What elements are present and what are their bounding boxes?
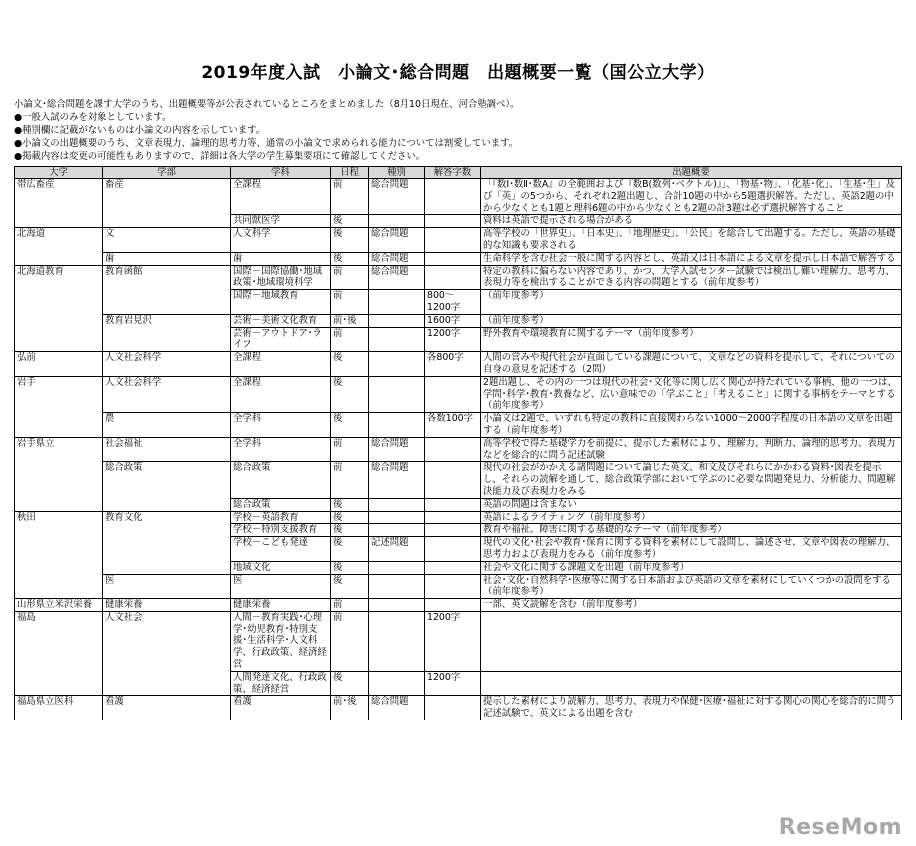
university-cell: 秋田: [15, 511, 103, 524]
table-row: [15, 265, 902, 290]
schedule-cell: 前: [331, 599, 369, 612]
faculty-cell: [103, 671, 231, 696]
char-count-cell: [425, 462, 481, 498]
faculty-cell: [103, 290, 231, 315]
note-omitted: ●小論文の出題概要のうち、文章表現力、論理的思考力等、通常の小論文で求められる能力については割愛しています。: [14, 138, 519, 150]
table-row: [15, 561, 902, 574]
faculty-cell: 健康栄養: [103, 599, 231, 612]
university-cell: [15, 561, 103, 574]
table-row: [15, 252, 902, 265]
schedule-cell: 後: [331, 215, 369, 228]
schedule-cell: 前: [331, 179, 369, 215]
summary-cell: 2題出題し、その内の一つは現代の社会･文化等に関し広く関心が持たれている事柄、他の一つは、学問･科学･教育･教養など、広い意味での「学ぶこと」「考えること」に関する事柄をテーマとする（前年度参考）: [481, 376, 902, 412]
table-row: [15, 524, 902, 537]
university-cell: 岩手: [15, 376, 103, 412]
faculty-cell: [103, 524, 231, 537]
department-cell: 学校－英語教育: [231, 511, 331, 524]
note-kind-column: ●種別欄に記載がないものは小論文の内容を示しています。: [14, 125, 266, 137]
department-cell: 国際－国際協働･地域政策･地域環境科学: [231, 265, 331, 290]
kind-cell: [369, 215, 425, 228]
faculty-cell: 看護: [103, 696, 231, 720]
schedule-cell: 後: [331, 524, 369, 537]
char-count-cell: [425, 574, 481, 599]
page-title: 2019年度入試 小論文･総合問題 出題概要一覧（国公立大学）: [201, 63, 715, 83]
department-cell: 歯: [231, 252, 331, 265]
kind-cell: [369, 327, 425, 352]
summary-cell: [481, 611, 902, 671]
schedule-cell: 前: [331, 290, 369, 315]
department-cell: 総合政策: [231, 462, 331, 498]
kind-cell: [369, 376, 425, 412]
kind-cell: [369, 413, 425, 438]
summary-cell: 提示した素材により読解力、思考力、表現力や保健･医療･福祉に対する関心の関心を総合的に問う記述試験で、英文による出題を含む: [481, 696, 902, 720]
department-cell: 全課程: [231, 376, 331, 412]
schedule-cell: 後: [331, 376, 369, 412]
summary-cell: 人間の営みや現代社会が直面している課題について、文章などの資料を提示して、それについての自身の意見を記述する（2問）: [481, 352, 902, 377]
faculty-cell: 社会福祉: [103, 437, 231, 462]
university-cell: [15, 462, 103, 498]
kind-cell: [369, 314, 425, 327]
department-cell: 人間－教育実践･心理学･幼児教育･特別支援･生活科学･人文科学、行政政策、経済経営: [231, 611, 331, 671]
university-cell: [15, 413, 103, 438]
faculty-cell: [103, 498, 231, 511]
faculty-cell: 人文社会: [103, 611, 231, 671]
schedule-cell: 前: [331, 462, 369, 498]
table-header-row: [15, 167, 902, 179]
exam-summary-table: [14, 166, 902, 720]
department-cell: 医: [231, 574, 331, 599]
kind-cell: [369, 511, 425, 524]
char-count-cell: 1200字: [425, 327, 481, 352]
summary-cell: 英語によるライティング（前年度参考）: [481, 511, 902, 524]
table-row: [15, 327, 902, 352]
kind-cell: [369, 290, 425, 315]
schedule-cell: 後: [331, 511, 369, 524]
kind-cell: [369, 352, 425, 377]
schedule-cell: 後: [331, 228, 369, 253]
faculty-cell: [103, 327, 231, 352]
faculty-cell: 人文社会科学: [103, 376, 231, 412]
summary-cell: 高等学校で得た基礎学力を前提に、提示した素材により、理解力、判断力、論理的思考力、表現力などを総合的に問う記述試験: [481, 437, 902, 462]
department-cell: 共同獣医学: [231, 215, 331, 228]
summary-cell: （前年度参考）: [481, 290, 902, 315]
department-cell: 学校－特別支援教育: [231, 524, 331, 537]
summary-cell: 特定の教科に偏らない内容であり、かつ、大学入試センター試験では検出し難い理解力、思考力、表現力等を検出することができる内容の問題とする（前年度参考）: [481, 265, 902, 290]
university-cell: [15, 537, 103, 562]
char-count-cell: [425, 376, 481, 412]
faculty-cell: [103, 561, 231, 574]
table-row: [15, 228, 902, 253]
note-intro: 小論文･総合問題を課す大学のうち、出題概要等が公表されているところをまとめました（8月10日現在、河合塾調べ）。: [14, 99, 520, 110]
char-count-cell: [425, 696, 481, 720]
department-cell: 地域文化: [231, 561, 331, 574]
summary-cell: 高等学校の「世界史」、「日本史」、「地理歴史」、「公民」を総合して出題する。ただし、英語の基礎的な知識も要求される: [481, 228, 902, 253]
department-cell: 学校－こども発達: [231, 537, 331, 562]
table-row: [15, 671, 902, 696]
schedule-cell: 前: [331, 327, 369, 352]
header-char-count: 解答字数: [425, 167, 481, 179]
notes-block: [14, 98, 904, 163]
schedule-cell: 前: [331, 611, 369, 671]
faculty-cell: 文: [103, 228, 231, 253]
kind-cell: 総合問題: [369, 462, 425, 498]
table-row: [15, 511, 902, 524]
header-kind: 種別: [369, 167, 425, 179]
kind-cell: 総合問題: [369, 252, 425, 265]
schedule-cell: 後: [331, 561, 369, 574]
kind-cell: 記述問題: [369, 537, 425, 562]
university-cell: 福島: [15, 611, 103, 671]
university-cell: [15, 671, 103, 696]
summary-cell: （前年度参考）: [481, 314, 902, 327]
faculty-cell: 教育岩見沢: [103, 314, 231, 327]
schedule-cell: 後: [331, 671, 369, 696]
schedule-cell: 後: [331, 498, 369, 511]
university-cell: [15, 327, 103, 352]
summary-cell: 現代の文化･社会や教育･保育に関する資料を素材にして設問し、論述させ、文章や図表の理解力、思考力および表現力をみる（前年度参考）: [481, 537, 902, 562]
department-cell: 国際－地域教育: [231, 290, 331, 315]
char-count-cell: [425, 215, 481, 228]
department-cell: 全課程: [231, 352, 331, 377]
university-cell: [15, 498, 103, 511]
summary-cell: 現代の社会がかかえる諸問題について論じた英文、和文及びそれらにかかわる資料･図表を提示し、それらの読解を通して、総合政策学部において学ぶのに必要な問題発見力、分析能力、問題解決能力及び表現力をみる: [481, 462, 902, 498]
table-row: [15, 290, 902, 315]
schedule-cell: 前: [331, 437, 369, 462]
faculty-cell: 教育函館: [103, 265, 231, 290]
university-cell: 北海道: [15, 228, 103, 253]
university-cell: 帯広畜産: [15, 179, 103, 215]
schedule-cell: 後: [331, 537, 369, 562]
schedule-cell: 後: [331, 352, 369, 377]
table-row: [15, 215, 902, 228]
kind-cell: 総合問題: [369, 179, 425, 215]
table-row: [15, 611, 902, 671]
summary-cell: 野外教育や環境教育に関するテーマ（前年度参考）: [481, 327, 902, 352]
department-cell: 芸術－アウトドア･ライフ: [231, 327, 331, 352]
faculty-cell: [103, 215, 231, 228]
char-count-cell: [425, 498, 481, 511]
schedule-cell: 前･後: [331, 696, 369, 720]
faculty-cell: 歯: [103, 252, 231, 265]
department-cell: 健康栄養: [231, 599, 331, 612]
kind-cell: [369, 561, 425, 574]
faculty-cell: 教育文化: [103, 511, 231, 524]
university-cell: 福島県立医科: [15, 696, 103, 720]
char-count-cell: [425, 599, 481, 612]
department-cell: 人間発達文化、行政政策、経済経営: [231, 671, 331, 696]
university-cell: 山形県立米沢栄養: [15, 599, 103, 612]
table-row: [15, 437, 902, 462]
char-count-cell: [425, 537, 481, 562]
kind-cell: 総合問題: [369, 437, 425, 462]
schedule-cell: 前･後: [331, 314, 369, 327]
char-count-cell: 1200字: [425, 611, 481, 671]
faculty-cell: [103, 537, 231, 562]
summary-cell: 社会や文化に関する課題文を出題（前年度参考）: [481, 561, 902, 574]
faculty-cell: 畜産: [103, 179, 231, 215]
summary-cell: 「『数Ⅰ･数Ⅱ･数A』の全範囲および『数B(数列･ベクトル)』」、「物基･物」、「化基･化」、「生基･生」及び「英」の5つから、それぞれ2題出題し、合計10題の中から5題選択解答。ただし、英語2題の中から少なくとも1題と理科6題の中から少なくとも2題の計3題は必ず選択解答すること: [481, 179, 902, 215]
summary-cell: 教育や福祉、障害に関する基礎的なテーマ（前年度参考）: [481, 524, 902, 537]
char-count-cell: [425, 561, 481, 574]
university-cell: [15, 252, 103, 265]
schedule-cell: 前: [331, 265, 369, 290]
char-count-cell: 各800字: [425, 352, 481, 377]
university-cell: [15, 574, 103, 599]
note-general-exam: ●一般入試のみを対象としています。: [14, 112, 172, 124]
kind-cell: 総合問題: [369, 265, 425, 290]
header-faculty: 学部: [103, 167, 231, 179]
schedule-cell: 後: [331, 413, 369, 438]
char-count-cell: 1200字: [425, 671, 481, 696]
department-cell: 全課程: [231, 179, 331, 215]
note-subject-to-change: ●掲載内容は変更の可能性もありますので、詳細は各大学の学生募集要項にて確認してください。: [14, 151, 426, 163]
table-row: [15, 462, 902, 498]
kind-cell: [369, 599, 425, 612]
char-count-cell: [425, 228, 481, 253]
university-cell: [15, 290, 103, 315]
kind-cell: 総合問題: [369, 228, 425, 253]
university-cell: [15, 314, 103, 327]
summary-cell: [481, 671, 902, 696]
resemom-logo: ReseMom: [778, 815, 902, 840]
faculty-cell: 人文社会科学: [103, 352, 231, 377]
summary-cell: 生命科学を含む社会一般に関する内容とし、英語又は日本語による文章を提示し日本語で解答する: [481, 252, 902, 265]
summary-cell: 社会･文化･自然科学･医療等に関する日本語および英語の文章を素材にしていくつかの設問をする（前年度参考）: [481, 574, 902, 599]
kind-cell: [369, 574, 425, 599]
char-count-cell: [425, 524, 481, 537]
header-summary: 出題概要: [481, 167, 902, 179]
university-cell: [15, 524, 103, 537]
char-count-cell: 800～1200字: [425, 290, 481, 315]
kind-cell: 総合問題: [369, 696, 425, 720]
university-cell: 弘前: [15, 352, 103, 377]
university-cell: [15, 215, 103, 228]
table-row: [15, 413, 902, 438]
summary-cell: 小論文は2題で、いずれも特定の教科に直接関わらない1000～2000字程度の日本語の文章を出題する（前年度参考）: [481, 413, 902, 438]
schedule-cell: 後: [331, 574, 369, 599]
table-row: [15, 574, 902, 599]
header-department: 学科: [231, 167, 331, 179]
char-count-cell: [425, 252, 481, 265]
char-count-cell: [425, 265, 481, 290]
char-count-cell: [425, 511, 481, 524]
department-cell: 全学科: [231, 437, 331, 462]
kind-cell: [369, 524, 425, 537]
department-cell: 全学科: [231, 413, 331, 438]
department-cell: 看護: [231, 696, 331, 720]
kind-cell: [369, 611, 425, 671]
table-row: [15, 537, 902, 562]
header-university: 大学: [15, 167, 103, 179]
table-row: [15, 498, 902, 511]
header-schedule: 日程: [331, 167, 369, 179]
university-cell: 北海道教育: [15, 265, 103, 290]
department-cell: 総合政策: [231, 498, 331, 511]
table-row: [15, 599, 902, 612]
table-row: [15, 352, 902, 377]
kind-cell: [369, 671, 425, 696]
summary-cell: 英語の問題は含まない: [481, 498, 902, 511]
kind-cell: [369, 498, 425, 511]
faculty-cell: 農: [103, 413, 231, 438]
table-row: [15, 179, 902, 215]
char-count-cell: [425, 437, 481, 462]
schedule-cell: 後: [331, 252, 369, 265]
char-count-cell: 1600字: [425, 314, 481, 327]
department-cell: 芸術－美術文化教育: [231, 314, 331, 327]
char-count-cell: [425, 179, 481, 215]
summary-cell: 資料は英語で提示される場合がある: [481, 215, 902, 228]
table-row: [15, 314, 902, 327]
faculty-cell: 総合政策: [103, 462, 231, 498]
table-row: [15, 376, 902, 412]
department-cell: 人文科学: [231, 228, 331, 253]
table-row: [15, 696, 902, 720]
summary-cell: 一部、英文読解を含む（前年度参考）: [481, 599, 902, 612]
faculty-cell: 医: [103, 574, 231, 599]
university-cell: 岩手県立: [15, 437, 103, 462]
char-count-cell: 各数100字: [425, 413, 481, 438]
